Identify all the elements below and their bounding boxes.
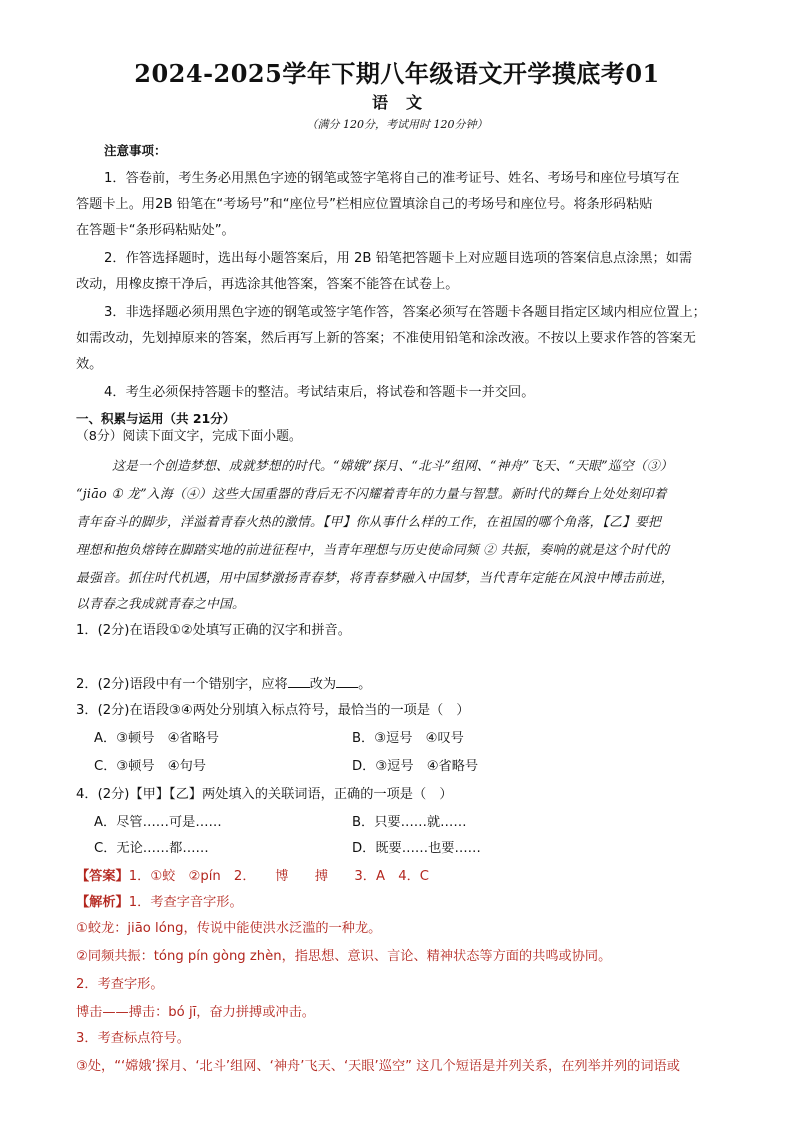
passage-line: 青年奋斗的脚步，洋溢着青春火热的激情。【甲】你从事什么样的工作，在祖国的哪个角落，【乙】要把 — [76, 515, 662, 530]
question-2-text: 改为 — [309, 677, 337, 692]
page-title: 2024-2025学年下期八年级语文开学摸底考01 — [134, 59, 660, 88]
option-b: B．③逗号 ④叹号 — [352, 731, 464, 746]
option-a: A．③顿号 ④省略号 — [94, 731, 219, 746]
passage-line: “jiāo ① 龙”入海（④）这些大国重器的背后无不闪耀着青年的力量与智慧。新时代的舞台上处处刻印着 — [76, 487, 667, 502]
analysis-label: 【解析】 — [76, 895, 129, 910]
passage-line: 以青春之我成就青春之中国。 — [76, 597, 245, 612]
analysis-line: 3．考查标点符号。 — [76, 1031, 190, 1046]
score-time-note: （满分 120分，考试用时 120分钟） — [306, 118, 488, 131]
instruction-line: 4．考生必须保持答题卡的整洁。考试结束后，将试卷和答题卡一并交回。 — [104, 385, 535, 400]
option-d: D．③逗号 ④省略号 — [352, 759, 479, 774]
passage-line: 这是一个创造梦想、成就梦想的时代。“嫦娥”探月、“北斗”组网、“神舟”飞天、“天眼”巡空（③） — [112, 459, 673, 474]
passage-line: 最强音。抓住时代机遇，用中国梦激扬青春梦，将青春梦融入中国梦，当代青年定能在风浪中博击前进， — [76, 571, 674, 586]
option-a: A．尽管……可是…… — [94, 815, 222, 830]
analysis-line: 2．考查字形。 — [76, 977, 164, 992]
answer-label: 【答案】 — [76, 869, 129, 884]
analysis-line: ③处，“‘嫦娥’探月、‘北斗’组网、‘神舟’飞天、‘天眼’巡空” 这几个短语是并列关系，在列举并列的词语或 — [76, 1059, 680, 1074]
question-1: 1．(2分)在语段①②处填写正确的汉字和拼音。 — [76, 623, 351, 638]
analysis-line: ②同频共振：tóng pín gòng zhèn，指思想、意识、言论、精神状态等方面的共鸣或协同。 — [76, 949, 612, 964]
analysis-line: ①蛟龙：jiāo lóng，传说中能使洪水泛滥的一种龙。 — [76, 921, 382, 936]
instruction-line: 如需改动，先划掉原来的答案，然后再写上新的答案；不准使用铅笔和涂改液。不按以上要求作答的答案无 — [76, 331, 696, 346]
question-2 — [76, 672, 726, 698]
option-d: D．既要……也要…… — [352, 841, 481, 856]
option-c: C．③顿号 ④句号 — [94, 759, 206, 774]
analysis-line: 博击——搏击：bó jī，奋力拼搏或冲击。 — [76, 1005, 315, 1020]
instructions-heading: 注意事项： — [104, 143, 167, 158]
instruction-line: 改动，用橡皮擦干净后，再选涂其他答案，答案不能答在试卷上。 — [76, 277, 459, 292]
section-intro: （8分）阅读下面文字，完成下面小题。 — [76, 429, 302, 444]
subject-heading: 语文 — [371, 93, 440, 112]
question-2-text: 2．(2分)语段中有一个错别字，应将 — [76, 677, 288, 692]
instruction-line: 3．非选择题必须用黑色字迹的钢笔或签字笔作答，答案必须写在答题卡各题目指定区域内相应位置上； — [104, 305, 706, 320]
analysis-line — [76, 890, 726, 916]
option-c: C．无论……都…… — [94, 841, 209, 856]
instruction-line: 效。 — [76, 357, 103, 372]
answer-line — [76, 864, 726, 890]
question-2-text: 。 — [358, 677, 372, 692]
question-3: 3．(2分)在语段③④两处分别填入标点符号，最恰当的一项是（ ） — [76, 703, 470, 718]
answer-blank — [336, 675, 358, 688]
instruction-line: 1．答卷前，考生务必用黑色字迹的钢笔或签字笔将自己的准考证号、姓名、考场号和座位号填写在 — [104, 171, 680, 186]
answer-blank — [288, 675, 310, 688]
answer-text: 1．①蛟 ②pín 2． 博 搏 3．A 4．C — [128, 869, 429, 884]
option-b: B．只要……就…… — [352, 815, 467, 830]
instruction-line: 在答题卡“条形码粘贴处”。 — [76, 223, 235, 238]
question-4: 4．(2分)【甲】【乙】两处填入的关联词语，正确的一项是（ ） — [76, 787, 453, 802]
analysis-text: 1．考查字音字形。 — [128, 895, 243, 910]
passage-line: 理想和抱负熔铸在脚踏实地的前进征程中，当青年理想与历史使命同频 ② 共振，奏响的就是这个时代的 — [76, 543, 670, 558]
section-heading: 一、积累与运用（共 21分） — [76, 411, 236, 426]
instruction-line: 2．作答选择题时，选出每小题答案后，用 2B 铅笔把答题卡上对应题目选项的答案信息点涂黑；如需 — [104, 251, 693, 266]
instruction-line: 答题卡上。用2B 铅笔在“考场号”和“座位号”栏相应位置填涂自己的考场号和座位号。将条形码粘贴 — [76, 197, 653, 212]
